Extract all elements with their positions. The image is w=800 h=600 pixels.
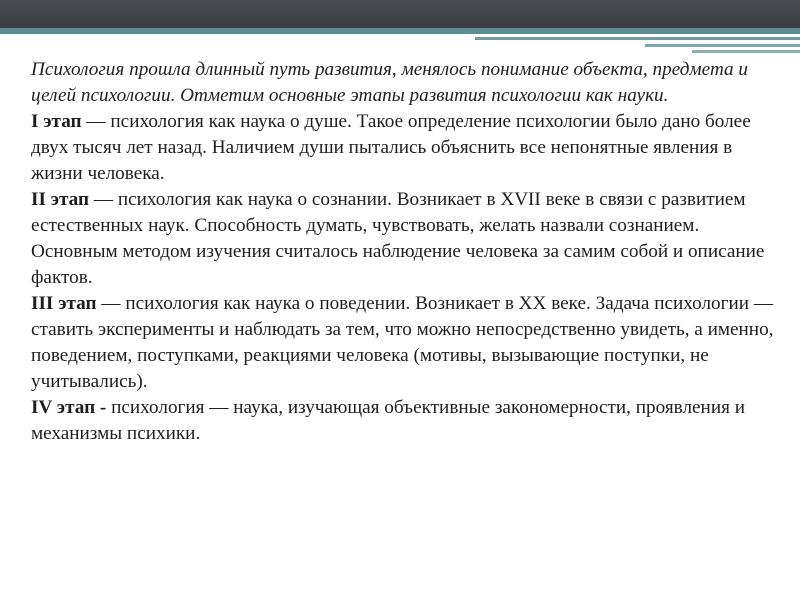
decorative-line <box>475 37 800 40</box>
slide-header-bar <box>0 0 800 28</box>
stage-4-text: психология — наука, изучающая объективные закономерности, проявления и механизмы психики. <box>31 397 745 444</box>
stage-2-label: II этап <box>31 189 90 210</box>
stage-3-paragraph <box>31 291 776 395</box>
stage-4-label: IV этап - <box>31 397 107 418</box>
intro-paragraph: Психология прошла длинный путь развития, менялось понимание объекта, предмета и целей психологии. Отметим основные этапы развития психологии как науки. <box>31 59 749 106</box>
stage-1-paragraph <box>31 109 776 187</box>
decorative-line <box>692 50 800 53</box>
stage-2-text: — психология как наука о сознании. Возникает в XVII веке в связи с развитием естественных наук. Способность думать, чувствовать, желать назвали сознанием. Основным методом изучения считалось наблюдение человека за самим собой и описание фактов. <box>31 189 765 288</box>
stage-3-text: — психология как наука о поведении. Возникает в XX веке. Задача психологии — ставить эксперименты и наблюдать за тем, что можно непосредственно увидеть, а именно, поведением, поступками, реакциями человека (мотивы, вызывающие поступки, не учитывались). <box>31 293 774 392</box>
slide-accent-line <box>0 28 800 34</box>
stage-1-text: — психология как наука о душе. Такое определение психологии было дано более двух тысяч лет назад. Наличием души пытались объяснить все непонятные явления в жизни человека. <box>31 111 751 184</box>
stage-1-label: I этап <box>31 111 82 132</box>
decorative-line <box>645 44 800 47</box>
stage-4-paragraph <box>31 395 776 447</box>
slide-body <box>31 57 776 447</box>
stage-3-label: III этап <box>31 293 97 314</box>
stage-2-paragraph <box>31 187 776 291</box>
